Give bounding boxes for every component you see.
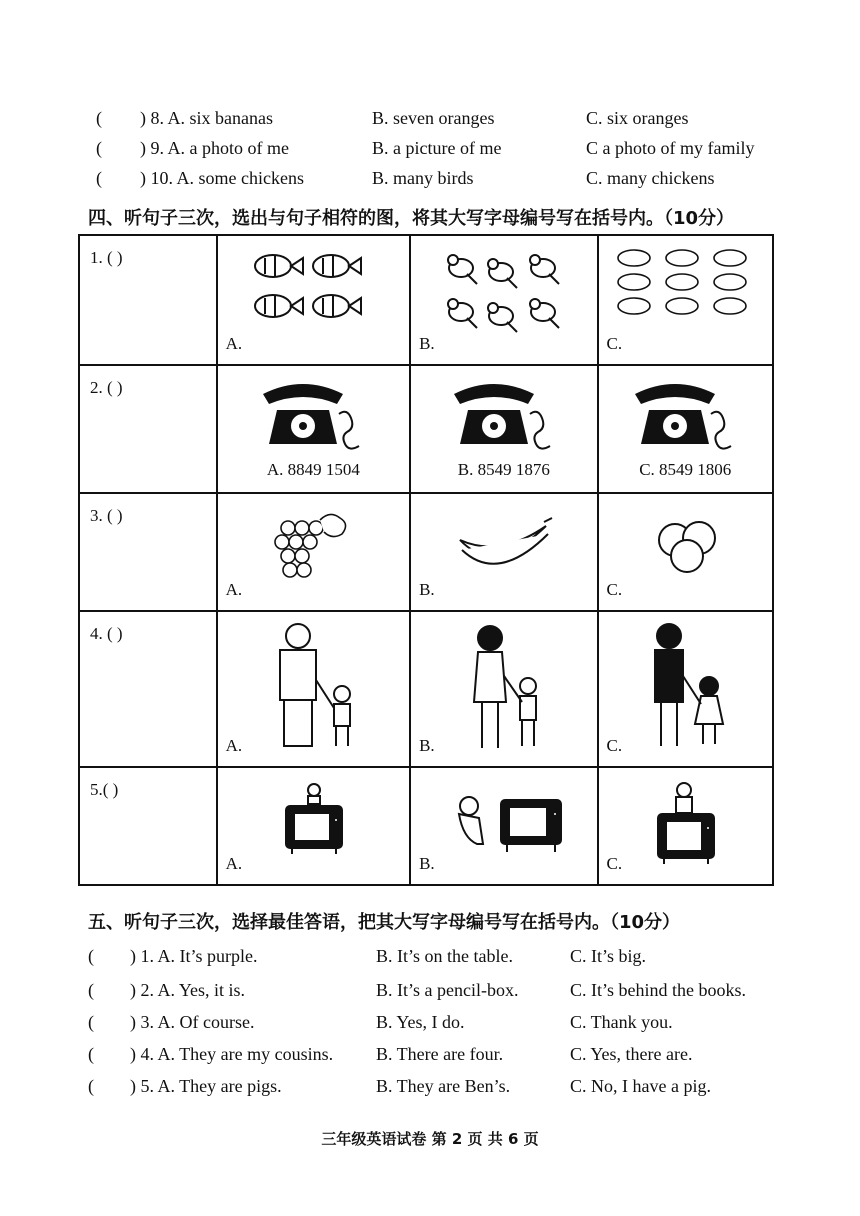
- telephone-icon: [411, 374, 596, 450]
- option-c: C. It’s big.: [570, 946, 647, 966]
- option-label: C.: [606, 580, 623, 599]
- answer-bracket[interactable]: (: [88, 980, 94, 1000]
- option-4a[interactable]: [217, 611, 410, 767]
- dog-on-tv-icon: [218, 782, 409, 854]
- dog-on-tv-icon: [599, 780, 772, 866]
- answer-bracket[interactable]: (: [88, 1076, 94, 1096]
- question-2-cell[interactable]: [79, 365, 217, 493]
- option-3a[interactable]: [217, 493, 410, 611]
- option-c: C. Thank you.: [570, 1012, 673, 1032]
- answer-bracket[interactable]: (: [88, 946, 94, 966]
- option-2b[interactable]: [410, 365, 597, 493]
- orange-icon: [599, 516, 772, 576]
- phone-number: B. 8549 1876: [457, 460, 550, 479]
- section-5-title: 五、听句子三次，选择最佳答语，把其大写字母编号写在括号内。（10分）: [88, 912, 681, 933]
- option-label: C.: [606, 736, 623, 755]
- option-2a[interactable]: [217, 365, 410, 493]
- option-b: B. It’s a pencil-box.: [376, 980, 519, 1000]
- pig-icon: [599, 244, 772, 324]
- option-b: B. Yes, I do.: [376, 1012, 465, 1032]
- answer-bracket[interactable]: (: [96, 108, 102, 128]
- option-label: C.: [606, 854, 623, 873]
- answer-bracket[interactable]: (: [88, 1012, 94, 1032]
- option-a: ) 3. A. Of course.: [130, 1012, 255, 1032]
- option-c: C a photo of my family: [586, 138, 755, 158]
- option-c: C. six oranges: [586, 108, 689, 128]
- page-footer: 三年级英语试卷 第 2 页 共 6 页: [321, 1130, 539, 1148]
- section-4-title: 四、听句子三次，选出与句子相符的图，将其大写字母编号写在括号内。（10分）: [88, 208, 735, 229]
- answer-bracket[interactable]: (: [96, 168, 102, 188]
- father-daughter-icon: [599, 620, 772, 750]
- option-c: C. many chickens: [586, 168, 715, 188]
- phone-number: A. 8849 1504: [266, 460, 360, 479]
- option-2c[interactable]: [598, 365, 773, 493]
- answer-bracket[interactable]: (: [88, 1044, 94, 1064]
- option-3c[interactable]: [598, 493, 773, 611]
- father-son-icon: [218, 620, 409, 750]
- telephone-icon: [599, 374, 772, 450]
- question-1-cell[interactable]: [79, 235, 217, 365]
- option-label: A.: [225, 736, 243, 755]
- option-4b[interactable]: [410, 611, 597, 767]
- fish-icon: [218, 244, 409, 334]
- mother-son-icon: [411, 620, 596, 754]
- dog-beside-tv-icon: [411, 792, 596, 856]
- banana-icon: [411, 516, 596, 580]
- option-5a[interactable]: [217, 767, 410, 885]
- question-3-cell[interactable]: [79, 493, 217, 611]
- option-b: B. a picture of me: [372, 138, 502, 158]
- option-1c[interactable]: [598, 235, 773, 365]
- telephone-icon: [218, 374, 409, 450]
- grapes-icon: [218, 508, 409, 588]
- option-a: ) 9. A. a photo of me: [140, 138, 289, 158]
- option-1a[interactable]: [217, 235, 410, 365]
- option-c: C. Yes, there are.: [570, 1044, 693, 1064]
- question-label: 1. ( ): [90, 248, 123, 267]
- option-label: B.: [419, 854, 435, 873]
- option-label: A.: [225, 334, 243, 353]
- option-a: ) 4. A. They are my cousins.: [130, 1044, 334, 1064]
- question-label: 2. ( ): [90, 378, 123, 397]
- question-4-cell[interactable]: [79, 611, 217, 767]
- option-label: B.: [419, 334, 435, 353]
- option-label: B.: [419, 580, 435, 599]
- option-b: B. many birds: [372, 168, 474, 188]
- option-4c[interactable]: [598, 611, 773, 767]
- answer-bracket[interactable]: (: [96, 138, 102, 158]
- option-b: B. They are Ben’s.: [376, 1076, 511, 1096]
- option-5c[interactable]: [598, 767, 773, 885]
- option-b: B. It’s on the table.: [376, 946, 513, 966]
- option-a: ) 2. A. Yes, it is.: [130, 980, 246, 1000]
- option-label: A.: [225, 854, 243, 873]
- option-c: C. It’s behind the books.: [570, 980, 746, 1000]
- option-3b[interactable]: [410, 493, 597, 611]
- option-1b[interactable]: [410, 235, 597, 365]
- question-5-cell[interactable]: [79, 767, 217, 885]
- question-label: 4. ( ): [90, 624, 123, 643]
- phone-number: C. 8549 1806: [639, 460, 732, 479]
- option-label: C.: [606, 334, 623, 353]
- option-5b[interactable]: [410, 767, 597, 885]
- bird-icon: [411, 244, 596, 344]
- question-label: 3. ( ): [90, 506, 123, 525]
- option-b: B. seven oranges: [372, 108, 495, 128]
- option-label: A.: [225, 580, 243, 599]
- option-b: B. There are four.: [376, 1044, 504, 1064]
- option-a: ) 10. A. some chickens: [140, 168, 304, 188]
- option-a: ) 8. A. six bananas: [140, 108, 273, 128]
- option-label: B.: [419, 736, 435, 755]
- option-a: ) 1. A. It’s purple.: [130, 946, 258, 966]
- question-label: 5.( ): [90, 780, 119, 799]
- option-c: C. No, I have a pig.: [570, 1076, 711, 1096]
- picture-grid: [78, 234, 774, 886]
- option-a: ) 5. A. They are pigs.: [130, 1076, 282, 1096]
